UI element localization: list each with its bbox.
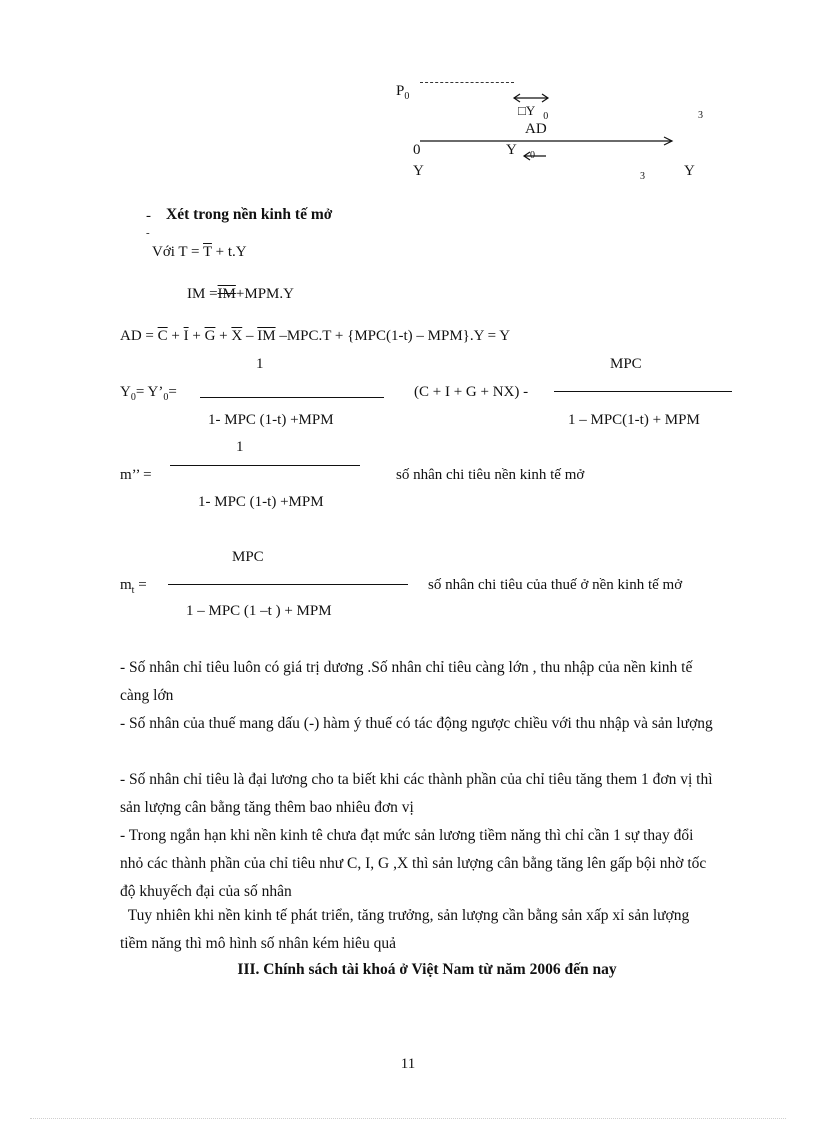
- mt-label: $m_t$ =: [120, 577, 147, 596]
- three-label-b: 3: [640, 171, 645, 182]
- y-right-label: Y: [684, 163, 695, 179]
- section-heading: Xét trong nền kinh tế mở: [166, 206, 333, 223]
- three-label-a: 3: [698, 110, 703, 121]
- heading-bullet: -: [146, 208, 151, 224]
- m2-numerator: 1: [236, 439, 244, 455]
- paragraph-4: - Trong ngắn hạn khi nền kinh tê chưa đạt mức sản lương tiềm năng thì chỉ cần 1 sự thay đổi nhỏ các thành phần của chỉ tiêu như C, I, G ,X thì sản lượng cân bằng tăng lên gấp bội nhờ tốc độ khuyếch đại của số nhân: [120, 827, 707, 900]
- paragraph-5: Tuy nhiên khi nền kinh tế phát triển, tăng trưởng, sản lượng cần bằng sản xấp xỉ sản lượng tiềm năng thì mô hình số nhân kém hiêu quả: [120, 907, 694, 952]
- tax-formula: Với $T = \overline{T} + t.Y$: [152, 244, 247, 260]
- y0-fraction-line-2: [554, 391, 732, 392]
- y0-fraction-line: [200, 397, 384, 398]
- paragraph-3: - Số nhân chỉ tiêu là đại lương cho ta biết khi các thành phần của chỉ tiêu tăng them 1 đơn vị thì sản lượng cân bằng tăng thêm bao nhiêu đơn vị: [120, 771, 713, 816]
- m2-denominator: 1- MPC (1-t) +MPM: [198, 494, 324, 510]
- horizontal-axis-arrow: [418, 134, 678, 148]
- y0-numerator: 1: [256, 356, 264, 372]
- y0-denominator: 1- MPC (1-t) +MPM: [208, 412, 334, 428]
- y0-label: $Y_0=$ $Y’_0=$: [120, 384, 177, 403]
- p0-label: $P_0$: [396, 83, 410, 102]
- y0-mid-sub: 0: [530, 150, 535, 161]
- section-title: III. Chính sách tài khoá ở Việt Nam từ năm 2006 đến nay: [237, 961, 617, 978]
- bottom-divider: [30, 1118, 786, 1119]
- mt-fraction-line: [168, 584, 408, 585]
- mt-denominator: 1 – MPC (1 –t ) + MPM: [186, 603, 332, 619]
- y0-bracket-term: (C + I + G + NX) -: [414, 384, 529, 400]
- dash-marker: -: [146, 227, 150, 239]
- page-number: 11: [400, 1056, 416, 1072]
- y0-numerator-2: MPC: [610, 356, 642, 372]
- import-formula: IM =IM+MPM.Y: [187, 286, 294, 302]
- y0-denominator-2: 1 – MPC(1-t) + MPM: [568, 412, 700, 428]
- y-left-label: Y: [413, 163, 424, 179]
- left-arrow-icon: [522, 150, 548, 162]
- y0-mid-label: Y: [506, 142, 517, 158]
- paragraph-2: - Số nhân của thuế mang dấu (-) hàm ý thuế có tác động ngược chiều với thu nhập và sản lượng: [120, 715, 713, 732]
- p0-dashed-line: [420, 82, 514, 83]
- delta-y0-label: □Y $_0$: [518, 103, 549, 122]
- m2-label: m’’ =: [120, 467, 152, 483]
- origin-label: 0: [413, 142, 421, 158]
- m2-fraction-line: [170, 465, 360, 466]
- ad-label: AD: [525, 121, 547, 137]
- ad-formula: AD = $\overline{C} + \overline{I} + \overline{G} + \overline{X} - \overline{IM}$ –MPC.T + {MPC(1-t) – MPM}.Y = Y: [120, 328, 511, 344]
- mt-numerator: MPC: [232, 549, 264, 565]
- mt-description: số nhân chi tiêu của thuế ở nền kinh tế mở: [428, 577, 683, 593]
- m2-description: số nhân chi tiêu nền kinh tế mở: [396, 467, 585, 483]
- paragraph-1: - Số nhân chỉ tiêu luôn có giá trị dương .Số nhân chỉ tiêu càng lớn , thu nhập của nền kinh tế càng lớn: [120, 659, 693, 704]
